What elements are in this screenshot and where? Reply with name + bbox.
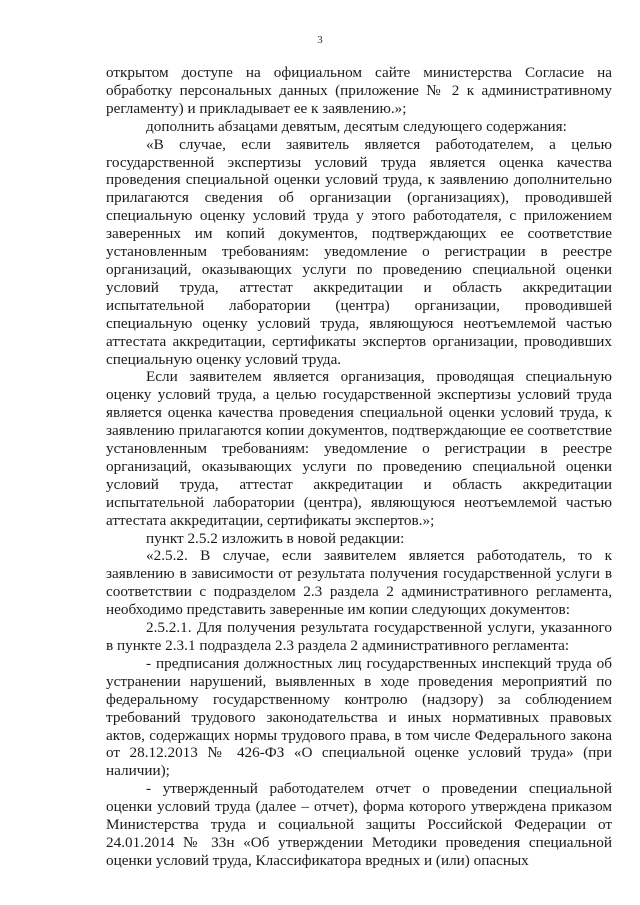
paragraph-clause-2-5-2-1: 2.5.2.1. Для получения результата государственной услуги, указанного в пункте 2.3.1 подраздела 2.3 раздела 2 административного регламента: xyxy=(106,619,612,654)
paragraph-clause-2-5-2-intro: пункт 2.5.2 изложить в новой редакции: xyxy=(146,529,405,547)
list-item-assessment-report: - утвержденный работодателем отчет о проведении специальной оценки условий труда (далее – отчет), форма которого утверждена приказом Министерства труда и социальной защиты Российской Федерации от 24.01.2014 № 33н «Об утверждении Методики проведения специальной оценки условий труда, Классификатора вредных и (или) опасных xyxy=(106,780,612,869)
list-item-inspection-orders: - предписания должностных лиц государственных инспекций труда об устранении нарушений, выявленных в ходе проведения мероприятий по федеральному государственному контролю (надзору) за соблюдением требований трудового законодательства и иных нормативных правовых актов, содержащих нормы трудового права, в том числе Федерального закона от 28.12.2013 № 426-ФЗ «О специальной оценке условий труда» (при наличии); xyxy=(106,654,612,780)
paragraph-amendment-intro: дополнить абзацами девятым, десятым следующего содержания: xyxy=(146,117,567,135)
paragraph-organization-case: Если заявителем является организация, проводящая специальную оценку условий труда, а целью государственной экспертизы условий труда является оценка качества проведения специальной оценки условий труда, к заявлению прилагаются копии документов, подтверждающие ее соответствие установленным требованиям: уведомление о регистрации в реестре организаций, оказывающих услуги по проведению специальной оценки условий труда, аттестат аккредитации и область аккредитации испытательной лаборатории (центра), являющуюся неотъемлемой частью аттестата аккредитации, сертификаты экспертов.»; xyxy=(106,368,612,529)
document-body xyxy=(106,64,612,870)
paragraph-continuation: открытом доступе на официальном сайте министерства Согласие на обработку персональных данных (приложение № 2 к административному регламенту) и прикладывает ее к заявлению.»; xyxy=(106,64,612,117)
page-number: 3 xyxy=(317,34,323,46)
paragraph-clause-2-5-2: «2.5.2. В случае, если заявителем является работодатель, то к заявлению в зависимости от результата получения государственной услуги в соответствии с подразделом 2.3 раздела 2 административного регламента, необходимо представить заверенные им копии следующих документов: xyxy=(106,547,612,619)
paragraph-employer-case: «В случае, если заявитель является работодателем, а целью государственной экспертизы условий труда является оценка качества проведения специальной оценки условий труда, к заявлению дополнительно прилагаются сведения об организации (организациях), проводившей специальную оценку условий труда у этого работодателя, с приложением заверенных им копий документов, подтверждающих ее соответствие установленным требованиям: уведомление о регистрации в реестре организаций, оказывающих услуги по проведению специальной оценки условий труда, аттестат аккредитации и область аккредитации испытательной лаборатории (центра) организации, проводившей специальную оценку условий труда, являющуюся неотъемлемой частью аттестата аккредитации, сертификаты экспертов организации, проводивших специальную оценку условий труда. xyxy=(106,135,612,368)
